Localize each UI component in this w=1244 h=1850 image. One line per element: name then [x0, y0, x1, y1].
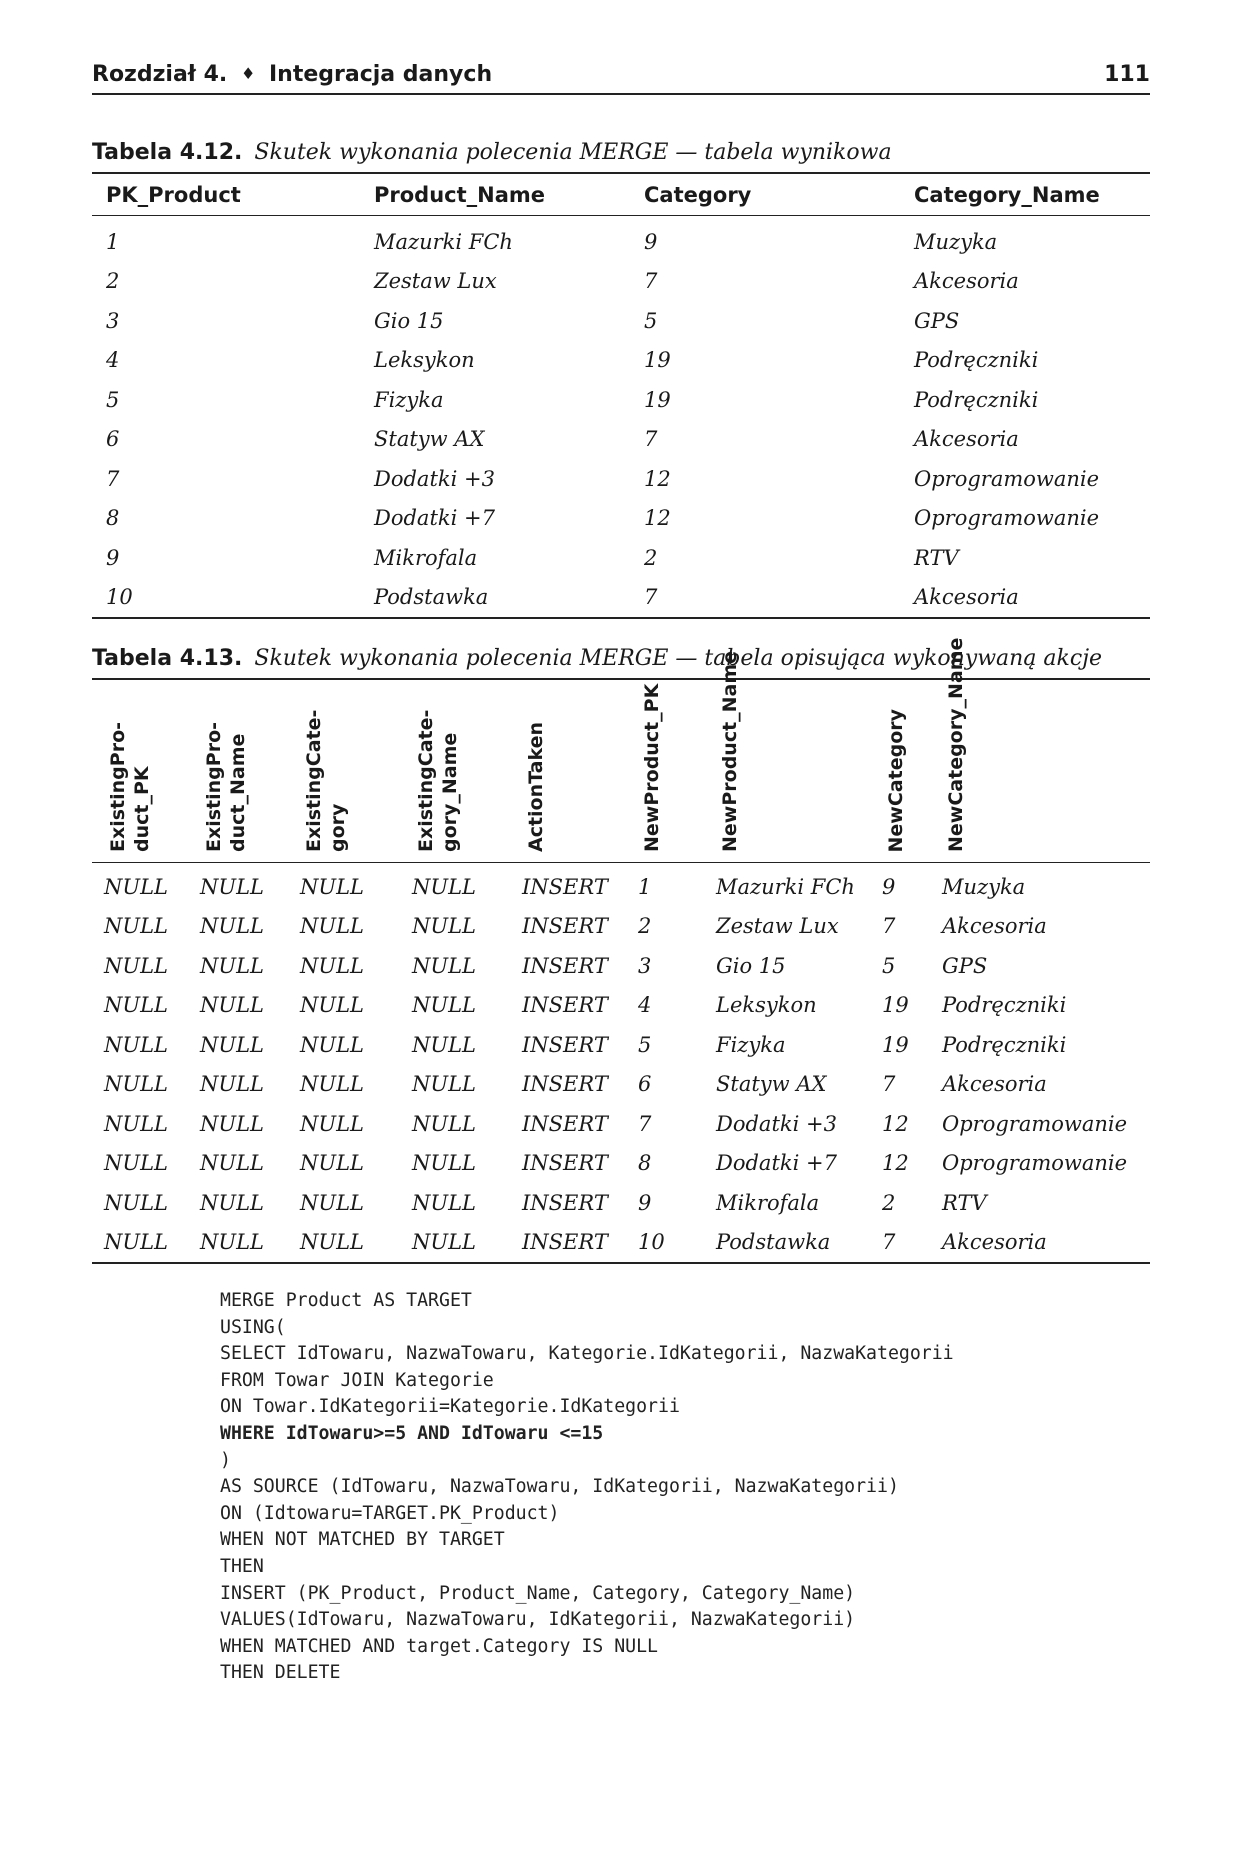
table-cell: NULL	[200, 1072, 264, 1097]
table-cell: Akcesoria	[914, 427, 1019, 452]
table-header-row	[92, 679, 1150, 863]
table-cell: INSERT	[522, 874, 608, 899]
table-cell: NULL	[104, 953, 168, 978]
table-cell: Mikrofala	[374, 545, 478, 570]
table-cell: Oprogramowanie	[942, 1151, 1128, 1176]
table-row	[92, 262, 1150, 302]
table-cell: 8	[106, 506, 120, 531]
table-cell: 12	[882, 1151, 909, 1176]
table-cell: 5	[106, 387, 120, 412]
code-line: WHEN NOT MATCHED BY TARGET	[220, 1529, 505, 1551]
table-header-row	[92, 173, 1150, 216]
column-header: Category	[630, 173, 900, 216]
table-cell: 2	[106, 269, 120, 294]
code-line: SELECT IdTowaru, NazwaTowaru, Kategorie.IdKategorii, NazwaKategorii	[220, 1343, 954, 1365]
table-row	[92, 216, 1150, 262]
table-cell: 12	[644, 466, 671, 491]
table-cell: NULL	[200, 1230, 264, 1255]
code-line: VALUES(IdTowaru, NazwaTowaru, IdKategorii, NazwaKategorii)	[220, 1609, 856, 1631]
table-cell: 5	[644, 308, 658, 333]
table-cell: 1	[638, 874, 652, 899]
table-caption-4-13	[92, 645, 1150, 672]
table-cell: Mikrofala	[716, 1190, 820, 1215]
table-cell: INSERT	[522, 1230, 608, 1255]
table-cell: INSERT	[522, 914, 608, 939]
table-caption-text: Skutek wykonania polecenia MERGE — tabela opisująca wykonywaną akcje	[254, 646, 1103, 671]
table-cell: Statyw AX	[374, 427, 485, 452]
table-cell: NULL	[300, 1190, 364, 1215]
table-cell: NULL	[412, 1190, 476, 1215]
table-cell: NULL	[200, 993, 264, 1018]
table-label: Tabela 4.12.	[92, 140, 243, 165]
book-page	[92, 62, 1150, 1687]
table-cell: INSERT	[522, 1072, 608, 1097]
table-cell: NULL	[104, 914, 168, 939]
table-cell: NULL	[300, 953, 364, 978]
table-cell: NULL	[200, 1111, 264, 1136]
column-header	[288, 679, 400, 863]
table-cell: 10	[638, 1230, 665, 1255]
table-row	[92, 863, 1150, 907]
table-cell: Zestaw Lux	[374, 269, 497, 294]
chapter-name: Integracja danych	[268, 62, 493, 87]
table-cell: Gio 15	[374, 308, 444, 333]
table-cell: 7	[882, 1230, 896, 1255]
rotated-header-label: NewProduct_Name	[719, 650, 741, 852]
column-header	[92, 679, 188, 863]
table-caption-4-12	[92, 139, 1150, 166]
table-cell: 1	[106, 229, 120, 254]
table-cell: 7	[644, 585, 658, 610]
table-cell: 9	[638, 1190, 652, 1215]
table-row	[92, 341, 1150, 381]
table-row	[92, 907, 1150, 947]
table-row	[92, 380, 1150, 420]
rotated-header-label: ExistingPro-duct_PK	[107, 721, 153, 852]
code-line: THEN DELETE	[220, 1662, 341, 1684]
table-cell: NULL	[412, 914, 476, 939]
table-cell: 19	[644, 348, 671, 373]
table-cell: 4	[638, 993, 652, 1018]
table-cell: Muzyka	[942, 874, 1026, 899]
table-cell: NULL	[104, 1190, 168, 1215]
table-row	[92, 1223, 1150, 1264]
code-line: MERGE Product AS TARGET	[220, 1290, 472, 1311]
table-cell: 12	[644, 506, 671, 531]
table-cell: 7	[638, 1111, 652, 1136]
table-cell: Akcesoria	[914, 585, 1019, 610]
code-line: ON Towar.IdKategorii=Kategorie.IdKategorii	[220, 1396, 680, 1418]
column-header	[870, 679, 930, 863]
chapter-title	[92, 62, 492, 87]
table-cell: Podręczniki	[914, 387, 1039, 412]
table-cell: 7	[106, 466, 120, 491]
table-cell: NULL	[104, 874, 168, 899]
table-cell: NULL	[300, 1230, 364, 1255]
table-label: Tabela 4.13.	[92, 646, 243, 671]
table-cell: INSERT	[522, 993, 608, 1018]
table-row	[92, 578, 1150, 619]
table-cell: Zestaw Lux	[716, 914, 839, 939]
table-cell: Dodatki +7	[716, 1151, 837, 1176]
table-cell: Podstawka	[716, 1230, 831, 1255]
code-line: INSERT (PK_Product, Product_Name, Category, Category_Name)	[220, 1582, 856, 1604]
table-cell: 10	[106, 585, 133, 610]
table-cell: 19	[882, 1032, 909, 1057]
rotated-header-label: NewProduct_PK	[641, 683, 663, 852]
table-cell: 6	[106, 427, 120, 452]
table-cell: Akcesoria	[942, 1072, 1047, 1097]
table-cell: 12	[882, 1111, 909, 1136]
table-cell: Oprogramowanie	[914, 466, 1100, 491]
table-row	[92, 1144, 1150, 1184]
table-cell: 4	[106, 348, 120, 373]
column-header: Product_Name	[360, 173, 630, 216]
table-cell: 5	[882, 953, 896, 978]
table-cell: 19	[644, 387, 671, 412]
table-cell: INSERT	[522, 1111, 608, 1136]
table-cell: 5	[638, 1032, 652, 1057]
table-cell: 6	[638, 1072, 652, 1097]
table-cell: 9	[106, 545, 120, 570]
code-line: USING(	[220, 1316, 286, 1338]
table-cell: NULL	[300, 1151, 364, 1176]
column-header: PK_Product	[92, 173, 360, 216]
rotated-header-label: ExistingPro-duct_Name	[203, 721, 249, 852]
table-row	[92, 538, 1150, 578]
table-cell: 2	[638, 914, 652, 939]
rotated-header-label: ExistingCate-gory	[303, 709, 349, 852]
rotated-header-label: NewCategory	[885, 708, 907, 852]
rotated-header-label: NewCategory_Name	[945, 637, 967, 852]
table-cell: Podstawka	[374, 585, 489, 610]
table-caption-text: Skutek wykonania polecenia MERGE — tabela wynikowa	[254, 140, 892, 165]
table-cell: NULL	[200, 1151, 264, 1176]
table-cell: NULL	[200, 874, 264, 899]
table-row	[92, 946, 1150, 986]
page-number: 111	[1104, 62, 1150, 87]
table-cell: 9	[882, 874, 896, 899]
table-cell: Dodatki +3	[374, 466, 495, 491]
table-cell: Leksykon	[374, 348, 475, 373]
code-line: WHERE IdTowaru>=5 AND IdTowaru <=15	[220, 1422, 604, 1444]
column-header	[626, 679, 704, 863]
table-cell: NULL	[104, 1032, 168, 1057]
table-body	[92, 216, 1150, 619]
code-line: )	[220, 1449, 231, 1471]
code-line: ON (Idtowaru=TARGET.PK_Product)	[220, 1502, 560, 1524]
column-header: Category_Name	[900, 173, 1150, 216]
table-cell: 3	[106, 308, 120, 333]
table-cell: Oprogramowanie	[942, 1111, 1128, 1136]
table-cell: NULL	[300, 914, 364, 939]
code-line: FROM Towar JOIN Kategorie	[220, 1369, 494, 1391]
table-cell: RTV	[942, 1190, 987, 1215]
table-cell: NULL	[412, 1230, 476, 1255]
table-cell: NULL	[104, 1151, 168, 1176]
table-row	[92, 301, 1150, 341]
table-cell: 8	[638, 1151, 652, 1176]
table-cell: GPS	[914, 308, 960, 333]
table-cell: Muzyka	[914, 229, 998, 254]
rotated-header-label: ActionTaken	[525, 721, 547, 852]
table-cell: INSERT	[522, 1032, 608, 1057]
table-cell: 3	[638, 953, 652, 978]
table-cell: NULL	[300, 993, 364, 1018]
table-cell: RTV	[914, 545, 959, 570]
table-cell: 7	[882, 1072, 896, 1097]
column-header	[704, 650, 870, 863]
table-cell: Akcesoria	[914, 269, 1019, 294]
code-line: THEN	[220, 1555, 264, 1577]
rotated-header-label: ExistingCate-gory_Name	[415, 709, 461, 852]
table-body	[92, 863, 1150, 1264]
table-cell: Akcesoria	[942, 914, 1047, 939]
result-table	[92, 172, 1150, 619]
table-cell: NULL	[300, 1032, 364, 1057]
table-cell: Podręczniki	[942, 993, 1067, 1018]
table-cell: INSERT	[522, 1151, 608, 1176]
table-cell: GPS	[942, 953, 988, 978]
table-row	[92, 1104, 1150, 1144]
table-cell: 9	[644, 229, 658, 254]
table-cell: INSERT	[522, 953, 608, 978]
table-cell: NULL	[412, 1072, 476, 1097]
table-cell: NULL	[104, 1111, 168, 1136]
table-cell: NULL	[412, 953, 476, 978]
table-cell: Mazurki FCh	[716, 874, 855, 899]
table-cell: NULL	[200, 1190, 264, 1215]
running-head	[92, 62, 1150, 95]
column-header	[510, 679, 626, 863]
table-cell: Akcesoria	[942, 1230, 1047, 1255]
table-cell: NULL	[300, 874, 364, 899]
table-cell: NULL	[104, 993, 168, 1018]
table-cell: 2	[882, 1190, 896, 1215]
table-cell: NULL	[300, 1072, 364, 1097]
table-cell: Mazurki FCh	[374, 229, 513, 254]
table-cell: Fizyka	[374, 387, 444, 412]
table-cell: 2	[644, 545, 658, 570]
table-row	[92, 499, 1150, 539]
code-line: WHEN MATCHED AND target.Category IS NULL	[220, 1635, 658, 1657]
table-cell: NULL	[412, 1151, 476, 1176]
table-cell: Dodatki +3	[716, 1111, 837, 1136]
table-cell: NULL	[200, 1032, 264, 1057]
table-cell: 7	[644, 269, 658, 294]
column-header	[400, 679, 510, 863]
table-row	[92, 1183, 1150, 1223]
column-header	[188, 679, 288, 863]
code-line: AS SOURCE (IdTowaru, NazwaTowaru, IdKategorii, NazwaKategorii)	[220, 1476, 899, 1498]
table-cell: NULL	[104, 1230, 168, 1255]
table-row	[92, 1025, 1150, 1065]
table-row	[92, 459, 1150, 499]
table-cell: Leksykon	[716, 993, 817, 1018]
table-cell: 19	[882, 993, 909, 1018]
table-cell: NULL	[412, 874, 476, 899]
table-cell: Gio 15	[716, 953, 786, 978]
table-row	[92, 986, 1150, 1026]
diamond-separator-icon: ♦	[240, 64, 256, 83]
table-cell: Podręczniki	[942, 1032, 1067, 1057]
table-row	[92, 1065, 1150, 1105]
table-cell: NULL	[200, 953, 264, 978]
table-cell: NULL	[300, 1111, 364, 1136]
table-cell: NULL	[412, 1111, 476, 1136]
table-cell: Fizyka	[716, 1032, 786, 1057]
table-cell: NULL	[412, 993, 476, 1018]
chapter-number: Rozdział 4.	[92, 62, 228, 87]
table-cell: Dodatki +7	[374, 506, 495, 531]
table-cell: INSERT	[522, 1190, 608, 1215]
table-cell: Podręczniki	[914, 348, 1039, 373]
table-cell: NULL	[200, 914, 264, 939]
table-cell: 7	[644, 427, 658, 452]
table-cell: Statyw AX	[716, 1072, 827, 1097]
table-cell: Oprogramowanie	[914, 506, 1100, 531]
table-cell: NULL	[412, 1032, 476, 1057]
table-cell: NULL	[104, 1072, 168, 1097]
table-row	[92, 420, 1150, 460]
sql-code-listing	[220, 1288, 1150, 1687]
column-header	[930, 637, 1150, 863]
table-cell: 7	[882, 914, 896, 939]
